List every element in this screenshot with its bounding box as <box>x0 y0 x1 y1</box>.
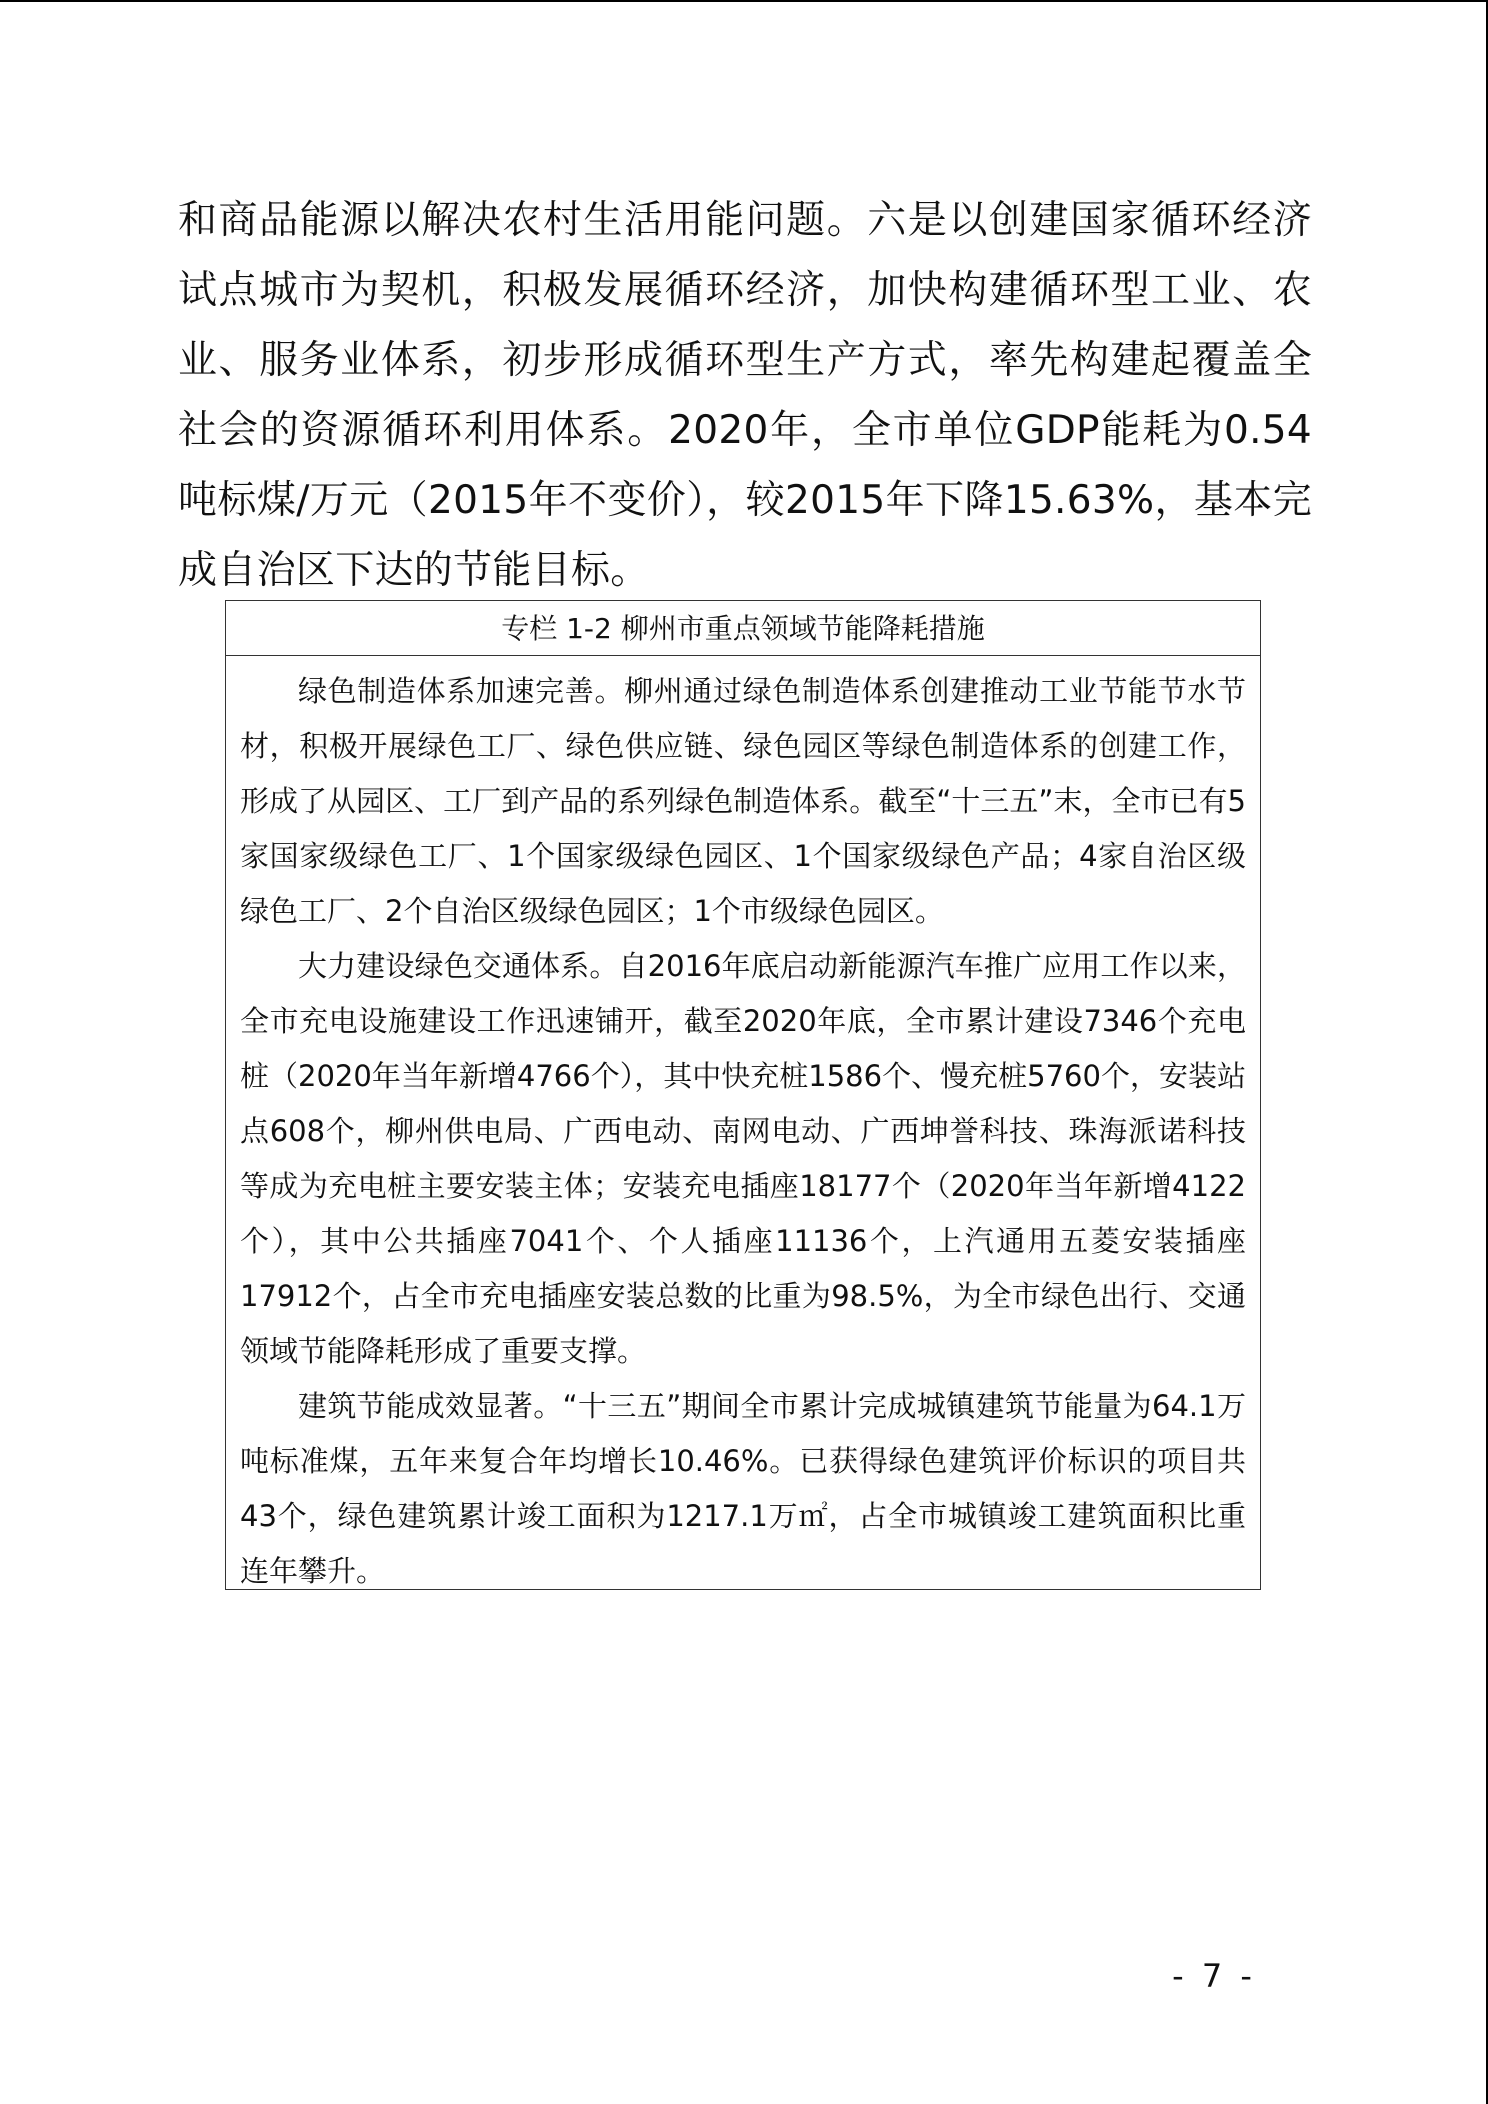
top-border-line <box>0 0 1488 2</box>
info-box <box>225 600 1261 1590</box>
info-box-body <box>226 656 1260 1599</box>
body-paragraph: 和商品能源以解决农村生活用能问题。六是以创建国家循环经济试点城市为契机，积极发展循环经济，加快构建循环型工业、农业、服务业体系，初步形成循环型生产方式，率先构建起覆盖全社会的资源循环利用体系。2020年，全市单位GDP能耗为0.54吨标煤/万元（2015年不变价），较2015年下降15.63%，基本完成自治区下达的节能目标。 <box>178 198 1312 593</box>
info-box-paragraph-green-manufacturing: 绿色制造体系加速完善。柳州通过绿色制造体系创建推动工业节能节水节材，积极开展绿色工厂、绿色供应链、绿色园区等绿色制造体系的创建工作，形成了从园区、工厂到产品的系列绿色制造体系。截至“十三五”末，全市已有5家国家级绿色工厂、1个国家级绿色园区、1个国家级绿色产品；4家自治区级绿色工厂、2个自治区级绿色园区；1个市级绿色园区。 <box>240 674 1246 928</box>
info-box-title: 专栏 1-2 柳州市重点领域节能降耗措施 <box>226 601 1260 656</box>
info-box-paragraph-green-transport: 大力建设绿色交通体系。自2016年底启动新能源汽车推广应用工作以来，全市充电设施建设工作迅速铺开，截至2020年底，全市累计建设7346个充电桩（2020年当年新增4766个），其中快充桩1586个、慢充桩5760个，安装站点608个，柳州供电局、广西电动、南网电动、广西坤誉科技、珠海派诺科技等成为充电桩主要安装主体；安装充电插座18177个（2020年当年新增4122个），其中公共插座7041个、个人插座11136个，上汽通用五菱安装插座17912个，占全市充电插座安装总数的比重为98.5%，为全市绿色出行、交通领域节能降耗形成了重要支撑。 <box>240 949 1246 1368</box>
page-number: - 7 - <box>1172 1957 1256 1995</box>
info-box-paragraph-building-energy: 建筑节能成效显著。“十三五”期间全市累计完成城镇建筑节能量为64.1万吨标准煤，五年来复合年均增长10.46%。已获得绿色建筑评价标识的项目共43个，绿色建筑累计竣工面积为1217.1万㎡，占全市城镇竣工建筑面积比重连年攀升。 <box>240 1389 1246 1588</box>
